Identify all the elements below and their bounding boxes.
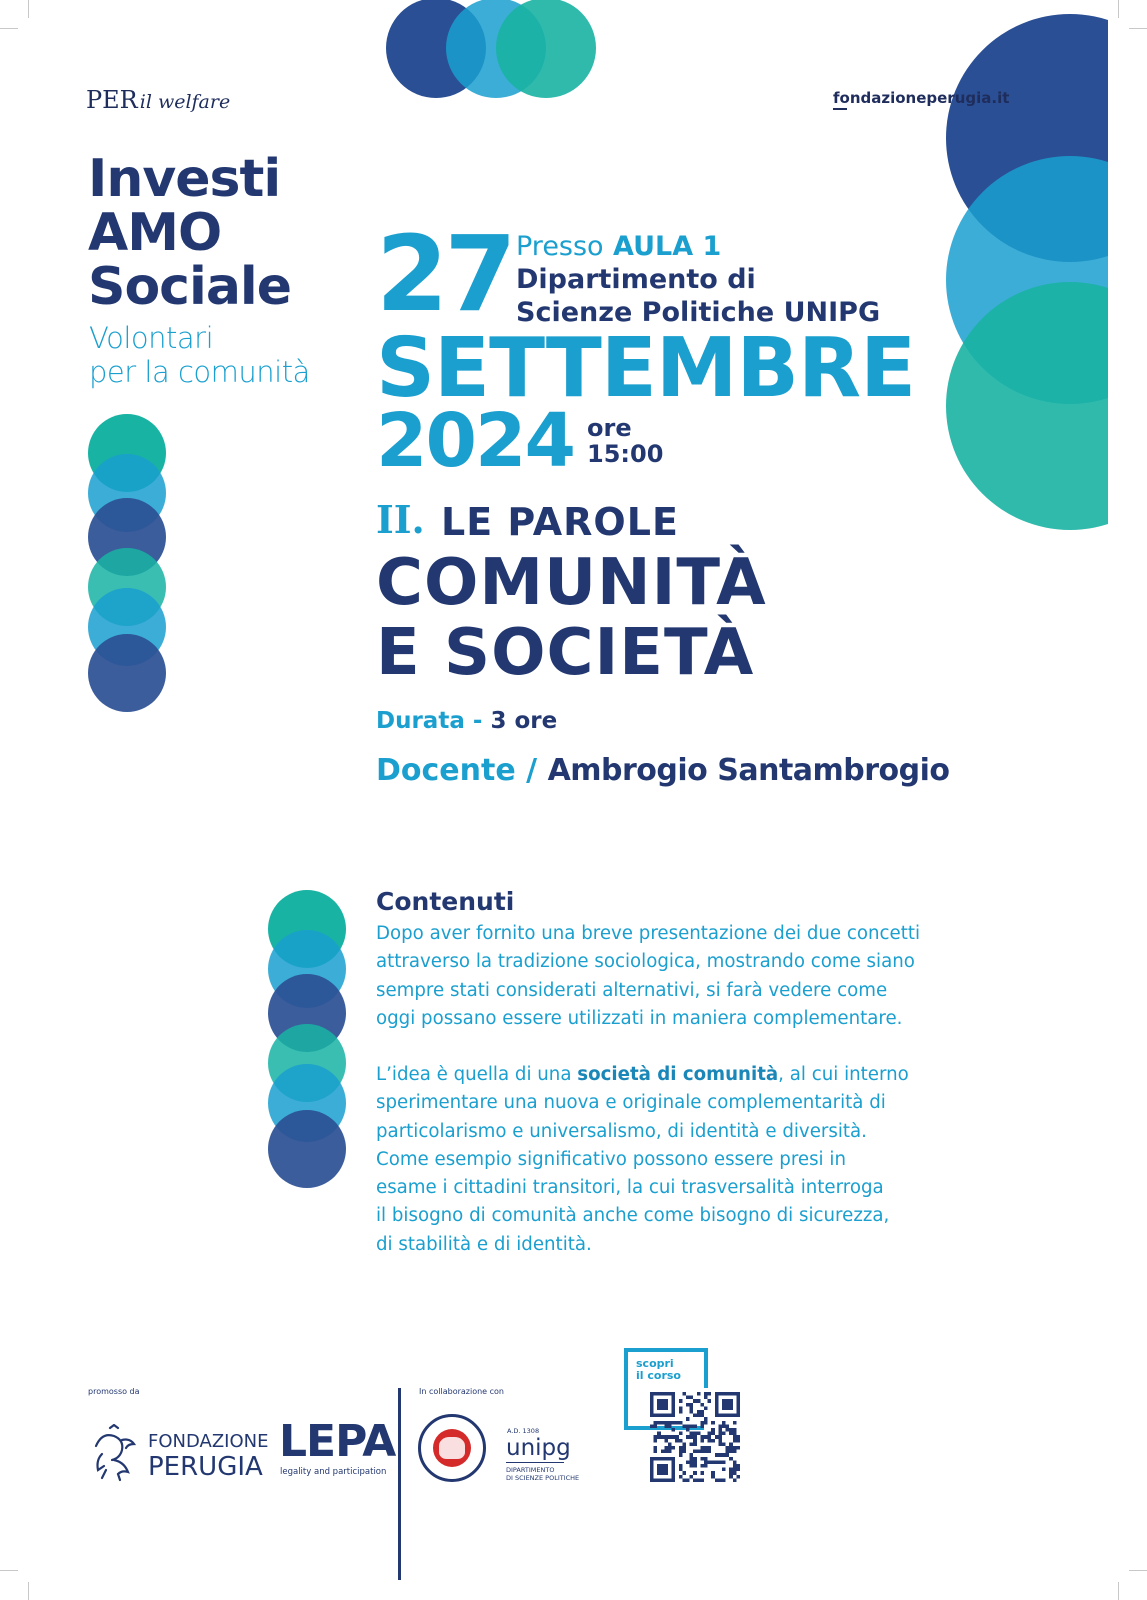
contents-text: , al cui interno <box>778 1064 909 1085</box>
event-time <box>587 415 663 467</box>
lesson-teacher <box>376 752 950 790</box>
time-value: 15:00 <box>587 440 664 468</box>
contents-line: di stabilità e di identità. <box>376 1233 592 1255</box>
contents-line: il bisogno di comunità anche come bisogno di sicurezza, <box>376 1205 890 1227</box>
venue-prefix: Presso <box>516 231 604 262</box>
decorative-circles-right <box>940 0 1108 540</box>
lepa-subtitle: legality and participation <box>280 1467 387 1477</box>
website-link[interactable]: fondazioneperugia.it <box>833 89 1010 107</box>
series-title <box>88 149 292 317</box>
brand-name: PER <box>86 86 138 114</box>
qr-caption-line: il corso <box>636 1369 681 1382</box>
footer-divider <box>398 1388 401 1580</box>
duration-separator: - <box>472 708 483 734</box>
contents-text: L’idea è quella di una <box>376 1064 572 1085</box>
duration-value: 3 ore <box>490 708 558 734</box>
contents-line: sperimentare una nuova e originale complementarità di <box>376 1092 886 1114</box>
university-seal-icon <box>418 1414 486 1482</box>
lesson-title <box>376 548 767 688</box>
series-title-line: AMO <box>88 203 222 263</box>
brand-tagline: il welfare <box>139 91 231 113</box>
promoted-label: promosso da <box>88 1387 140 1396</box>
fondazione-perugia-logo <box>148 1431 269 1481</box>
lesson-title-line: E SOCIETÀ <box>376 616 755 690</box>
venue-room: AULA 1 <box>613 231 722 262</box>
unipg-dept-line: DI SCIENZE POLITICHE <box>506 1474 580 1482</box>
lesson-duration <box>376 706 557 736</box>
contents-line: oggi possano essere utilizzati in maniera complementare. <box>376 1007 903 1029</box>
collaboration-label: In collaborazione con <box>419 1387 504 1396</box>
contents-line: Come esempio significativo possono essere presi in <box>376 1148 846 1170</box>
contents-line: particolarismo e universalismo, di identità e diversità. <box>376 1120 867 1142</box>
fondazione-line: PERUGIA <box>148 1452 263 1482</box>
venue-line: Dipartimento di <box>516 264 756 295</box>
teacher-label: Docente <box>376 753 516 788</box>
griffin-logo-icon <box>88 1424 138 1482</box>
series-subtitle-line: Volontari <box>89 321 214 355</box>
contents-line: attraverso la tradizione sociologica, mostrando come siano <box>376 951 915 973</box>
series-title-line: Investi <box>88 149 281 209</box>
event-day: 27 <box>376 213 513 335</box>
lesson-prefix: LE PAROLE <box>441 500 679 544</box>
time-label: ore <box>587 414 632 442</box>
lesson-title-line: COMUNITÀ <box>376 546 767 620</box>
unipg-logo: unipg <box>506 1435 571 1461</box>
event-month: SETTEMBRE <box>376 321 916 416</box>
unipg-department <box>506 1466 579 1482</box>
lesson-number: II. <box>376 497 425 542</box>
qr-caption-line: scopri <box>636 1357 674 1370</box>
contents-line: sempre stati considerati alternativi, si farà vedere come <box>376 979 888 1001</box>
unipg-year: A.D. 1308 <box>507 1427 540 1435</box>
contents-line: esame i cittadini transitori, la cui trasversalità interroga <box>376 1177 884 1199</box>
qr-code-icon[interactable] <box>650 1392 740 1482</box>
unipg-divider <box>506 1462 564 1463</box>
contents-heading: Contenuti <box>376 887 515 916</box>
unipg-dept-line: DIPARTIMENTO <box>506 1466 555 1474</box>
contents-highlight: società di comunità <box>577 1064 779 1085</box>
brand-logo <box>86 86 230 114</box>
series-title-line: Sociale <box>88 257 292 317</box>
contents-paragraph-1 <box>376 920 920 1033</box>
venue-line: Scienze Politiche UNIPG <box>516 297 881 328</box>
fondazione-line: FONDAZIONE <box>148 1431 269 1452</box>
teacher-name: Ambrogio Santambrogio <box>547 753 950 788</box>
lepa-logo: LEPA <box>279 1416 396 1467</box>
contents-line: Dopo aver fornito una breve presentazione dei due concetti <box>376 923 921 944</box>
contents-paragraph-2 <box>376 1061 909 1259</box>
series-subtitle <box>89 321 310 389</box>
series-subtitle-line: per la comunità <box>89 355 310 389</box>
event-venue <box>516 230 880 329</box>
duration-label: Durata <box>376 708 465 734</box>
qr-caption <box>636 1358 681 1382</box>
event-year: 2024 <box>376 398 574 484</box>
teacher-separator: / <box>526 753 538 788</box>
